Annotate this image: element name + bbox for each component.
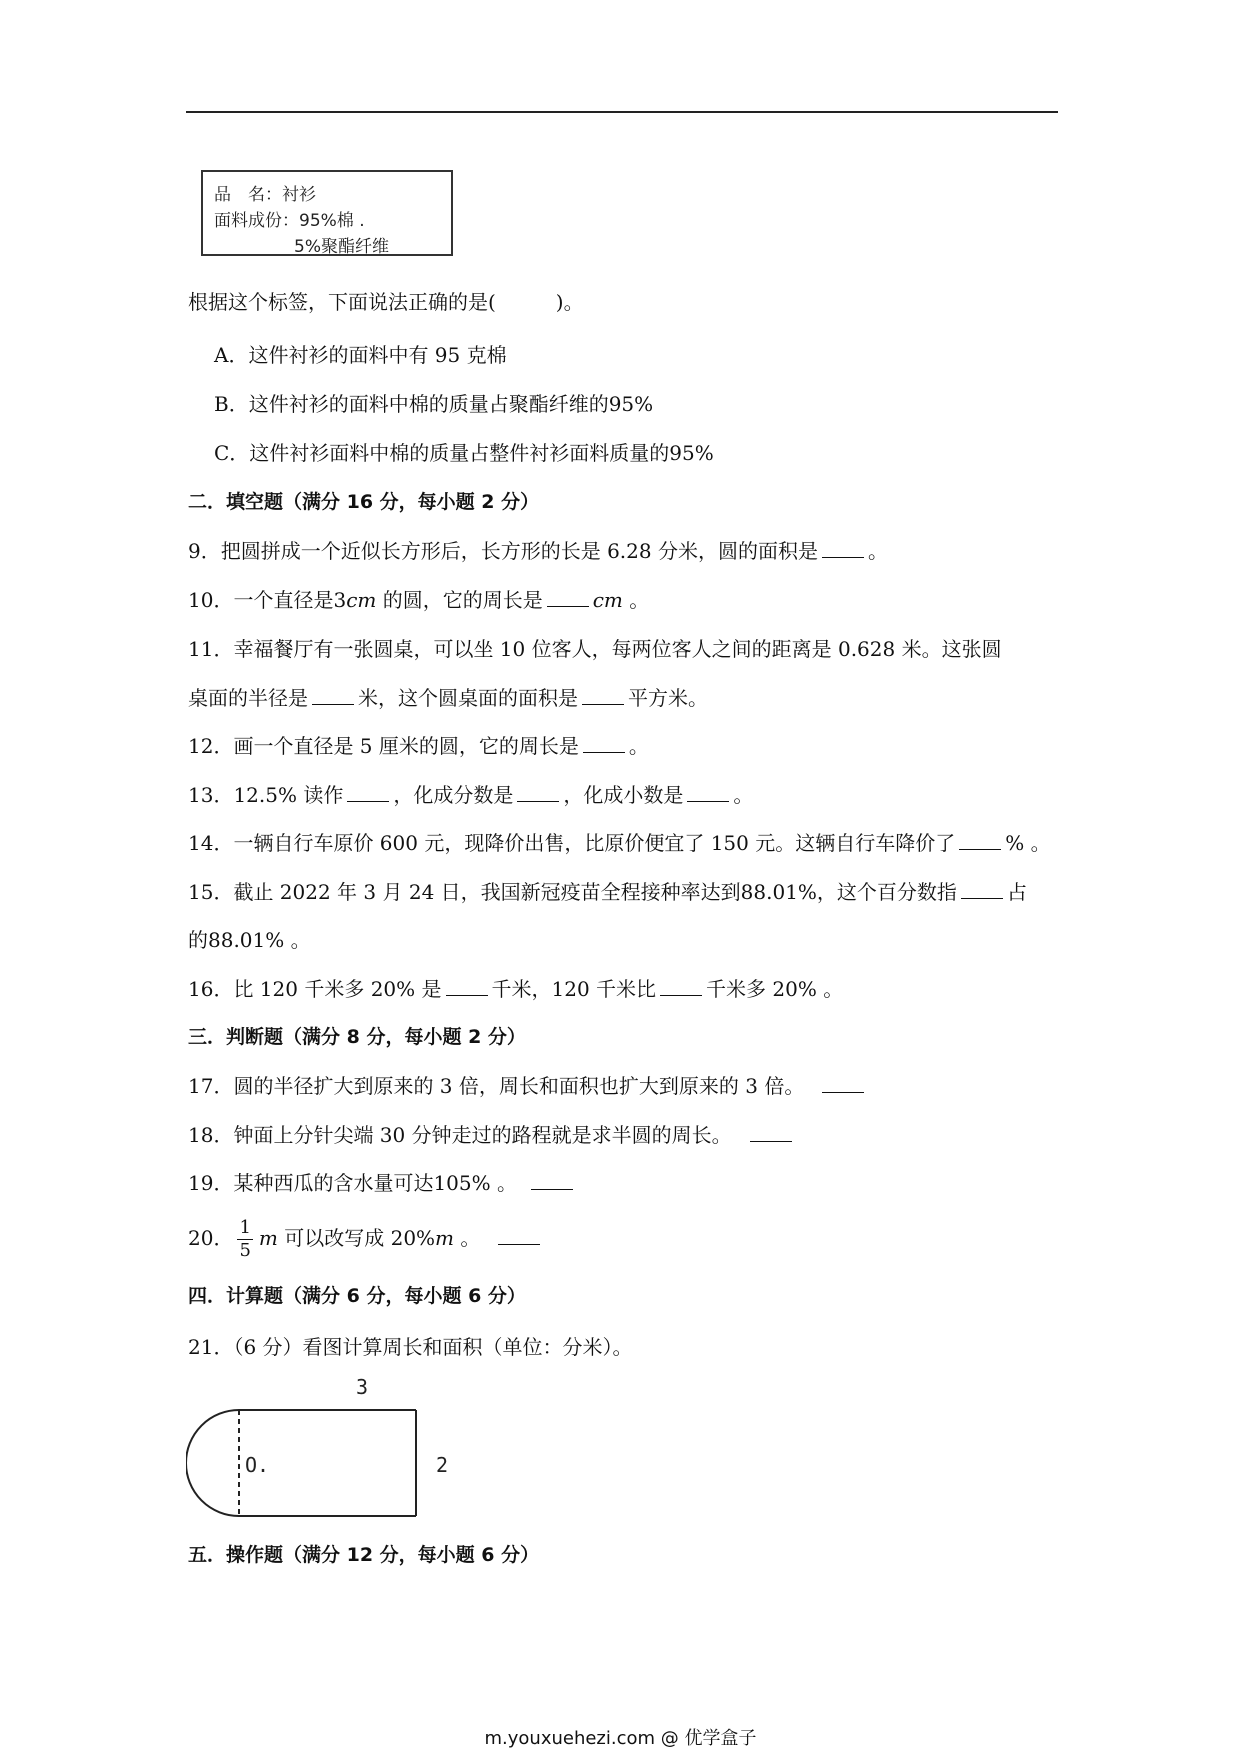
question-20: 20． $\frac{1}{5}$ m 可以改写成 20%m 。 — [188, 1217, 544, 1262]
answer-blank — [583, 751, 625, 753]
answer-blank — [347, 800, 389, 802]
question-11-line-1: 11．幸福餐厅有一张圆桌，可以坐 10 位客人，每两位客人之间的距离是 0.628 米。这张圆 — [188, 637, 1002, 661]
q8-option-b: B．这件衬衫的面料中棉的质量占聚酯纤维的95% — [214, 392, 654, 416]
answer-blank — [660, 994, 702, 996]
q8-option-c: C．这件衬衫面料中棉的质量占整件衬衫面料质量的95% — [214, 441, 714, 465]
question-21: 21．（6 分）看图计算周长和面积（单位：分米）。 — [188, 1335, 633, 1359]
question-12: 12．画一个直径是 5 厘米的圆，它的周长是 。 — [188, 734, 649, 758]
section-2-heading: 二．填空题（满分 16 分，每小题 2 分） — [188, 491, 540, 513]
answer-blank — [312, 703, 354, 705]
answer-blank — [517, 800, 559, 802]
question-17: 17．圆的半径扩大到原来的 3 倍，周长和面积也扩大到原来的 3 倍。 — [188, 1076, 868, 1096]
fraction-one-fifth: $\frac{1}{5}$ — [239, 1217, 251, 1261]
header-rule — [186, 111, 1058, 113]
question-15-line-1: 15．截止 2022 年 3 月 24 日，我国新冠疫苗全程接种率达到88.01%，这个百分数指 占 — [188, 880, 1027, 904]
answer-blank — [547, 605, 589, 607]
question-9: 9．把圆拼成一个近似长方形后，长方形的长是 6.28 分米，圆的面积是 。 — [188, 539, 888, 563]
question-14: 14．一辆自行车原价 600 元，现降价出售，比原价便宜了 150 元。这辆自行车降价了 % 。 — [188, 831, 1051, 855]
answer-blank — [959, 848, 1001, 850]
answer-blank — [750, 1140, 792, 1142]
semicircle-arc — [186, 1410, 239, 1516]
section-4-heading: 四．计算题（满分 6 分，每小题 6 分） — [188, 1285, 526, 1307]
question-15-line-2: 的88.01% 。 — [188, 928, 311, 952]
section-5-heading: 五．操作题（满分 12 分，每小题 6 分） — [188, 1544, 540, 1566]
answer-blank — [822, 1091, 864, 1093]
question-13: 13．12.5% 读作 ，化成分数是 ，化成小数是 。 — [188, 783, 754, 807]
clothing-label-image — [201, 170, 453, 256]
section-3-heading: 三．判断题（满分 8 分，每小题 2 分） — [188, 1026, 526, 1048]
label-width-2: 2 — [436, 1453, 449, 1477]
label-center-o: O. — [245, 1453, 270, 1477]
label-row-fabric: 面料成份：95%棉 . — [214, 211, 365, 231]
answer-blank — [446, 994, 488, 996]
label-row-name: 品 名：衬衫 — [214, 185, 316, 205]
answer-blank — [531, 1188, 573, 1190]
answer-blank — [961, 897, 1003, 899]
question-10: 10．一个直径是3cm 的圆，它的周长是 cm 。 — [188, 588, 650, 612]
shape-figure — [186, 1368, 486, 1528]
answer-blank — [582, 703, 624, 705]
answer-blank — [822, 556, 864, 558]
answer-blank — [687, 800, 729, 802]
label-row-polyester: 5%聚酯纤维 — [294, 237, 389, 257]
question-18: 18．钟面上分针尖端 30 分钟走过的路程就是求半圆的周长。 — [188, 1125, 796, 1145]
question-19: 19．某种西瓜的含水量可达105% 。 — [188, 1173, 577, 1193]
answer-blank — [498, 1243, 540, 1245]
question-16: 16．比 120 千米多 20% 是 千米，120 千米比 千米多 20% 。 — [188, 977, 844, 1001]
label-length-3: 3 — [356, 1375, 369, 1399]
footer-watermark: m.youxuehezi.com @ 优学盒子 — [484, 1728, 757, 1749]
q8-stem: 根据这个标签，下面说法正确的是( )。 — [188, 290, 584, 314]
q8-option-a: A．这件衬衫的面料中有 95 克棉 — [214, 343, 507, 367]
question-11-line-2: 桌面的半径是 米，这个圆桌面的面积是 平方米。 — [188, 686, 708, 710]
